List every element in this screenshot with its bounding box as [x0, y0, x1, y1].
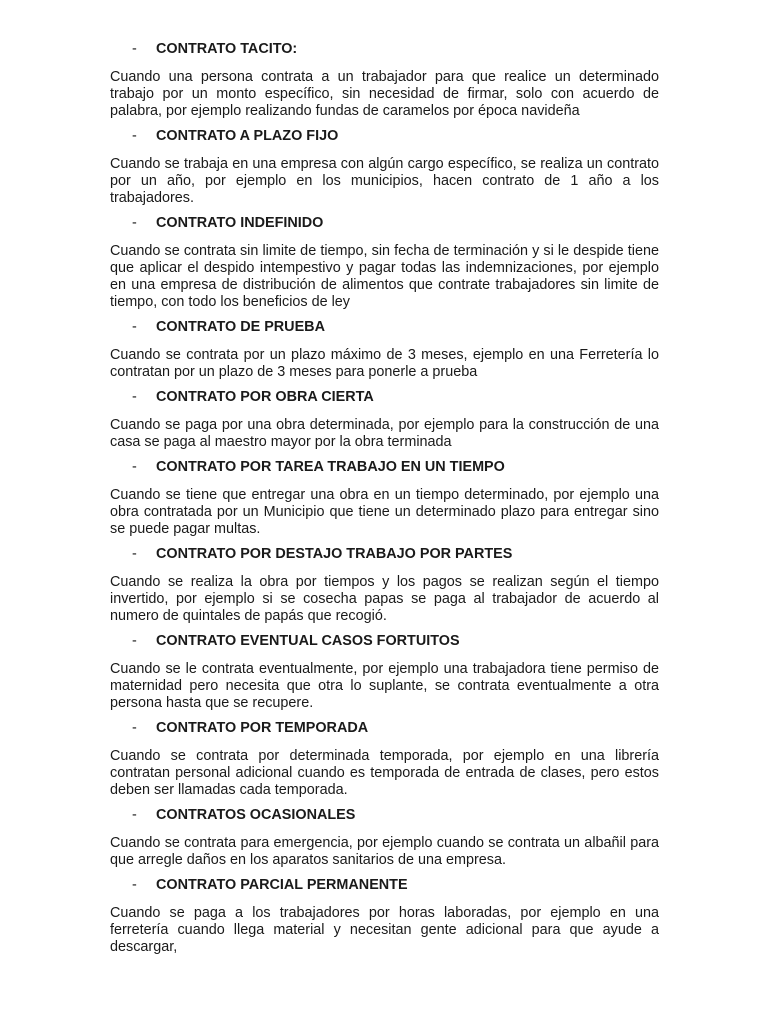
section-contrato-prueba — [110, 318, 659, 381]
bullet-dash: - — [132, 319, 137, 335]
section-body: Cuando se le contrata eventualmente, por ejemplo una trabajadora tiene permiso de maternidad pero necesita que otra lo suplante, se contrata eventualmente a otra persona hasta que se recupere. — [110, 661, 659, 711]
section-heading — [132, 458, 659, 477]
section-contrato-destajo — [110, 545, 659, 625]
heading-text: CONTRATO POR DESTAJO TRABAJO POR PARTES — [156, 546, 513, 562]
section-heading — [132, 545, 659, 564]
bullet-dash: - — [132, 546, 137, 562]
document-page — [110, 40, 659, 963]
section-contrato-obra-cierta — [110, 388, 659, 451]
heading-text: CONTRATO INDEFINIDO — [156, 215, 324, 231]
heading-text: CONTRATO TACITO: — [156, 41, 298, 57]
section-contrato-indefinido — [110, 214, 659, 311]
section-heading — [132, 214, 659, 233]
section-contrato-tarea — [110, 458, 659, 538]
section-heading — [132, 127, 659, 146]
bullet-dash: - — [132, 720, 137, 736]
section-body: Cuando se contrata por un plazo máximo de 3 meses, ejemplo en una Ferretería lo contratan por un plazo de 3 meses para ponerle a prueba — [110, 347, 659, 380]
section-heading — [132, 318, 659, 337]
bullet-dash: - — [132, 633, 137, 649]
bullet-dash: - — [132, 41, 137, 57]
heading-text: CONTRATO A PLAZO FIJO — [156, 128, 339, 144]
heading-text: CONTRATO PARCIAL PERMANENTE — [156, 877, 408, 893]
section-heading — [132, 632, 659, 651]
bullet-dash: - — [132, 807, 137, 823]
heading-text: CONTRATOS OCASIONALES — [156, 807, 356, 823]
section-body: Cuando se contrata por determinada temporada, por ejemplo en una librería contratan personal adicional cuando es temporada de entrada de clases, pero estos deben ser llamadas cada temporada. — [110, 748, 659, 798]
bullet-dash: - — [132, 877, 137, 893]
section-body: Cuando se realiza la obra por tiempos y los pagos se realizan según el tiempo invertido, por ejemplo si se cosecha papas se paga al trabajador de acuerdo al numero de quintales de papás que recogió. — [110, 574, 659, 624]
section-heading — [132, 806, 659, 825]
bullet-dash: - — [132, 128, 137, 144]
section-body: Cuando se contrata para emergencia, por ejemplo cuando se contrata un albañil para que arregle daños en los aparatos sanitarios de una empresa. — [110, 835, 659, 868]
section-body: Cuando se paga a los trabajadores por horas laboradas, por ejemplo en una ferretería cuando llega material y necesitan gente adicional para que ayude a descargar, — [110, 905, 659, 955]
heading-text: CONTRATO EVENTUAL CASOS FORTUITOS — [156, 633, 460, 649]
bullet-dash: - — [132, 215, 137, 231]
heading-text: CONTRATO DE PRUEBA — [156, 319, 325, 335]
section-heading — [132, 40, 659, 59]
heading-text: CONTRATO POR OBRA CIERTA — [156, 389, 374, 405]
section-body: Cuando se trabaja en una empresa con algún cargo específico, se realiza un contrato por un año, por ejemplo en los municipios, hacen contrato de 1 año a los trabajadores. — [110, 156, 659, 206]
section-contratos-ocasionales — [110, 806, 659, 869]
section-contrato-plazo-fijo — [110, 127, 659, 207]
section-body: Cuando una persona contrata a un trabajador para que realice un determinado trabajo por un monto específico, sin necesidad de firmar, solo con acuerdo de palabra, por ejemplo realizando fundas de caramelos por época navideña — [110, 69, 659, 119]
heading-text: CONTRATO POR TAREA TRABAJO EN UN TIEMPO — [156, 459, 505, 475]
section-heading — [132, 388, 659, 407]
section-body: Cuando se paga por una obra determinada, por ejemplo para la construcción de una casa se paga al maestro mayor por la obra terminada — [110, 417, 659, 450]
section-body: Cuando se contrata sin limite de tiempo, sin fecha de terminación y si le despide tiene que aplicar el despido intempestivo y pagar todas las indemnizaciones, por ejemplo en una empresa de distribución de alimentos que contrate trabajadores sin limite de tiempo, con todo los beneficios de ley — [110, 243, 659, 310]
section-contrato-eventual — [110, 632, 659, 712]
bullet-dash: - — [132, 459, 137, 475]
section-contrato-parcial-permanente — [110, 876, 659, 956]
section-contrato-tacito — [110, 40, 659, 120]
section-body: Cuando se tiene que entregar una obra en un tiempo determinado, por ejemplo una obra contratada por un Municipio que tiene un determinado plazo para entregar sino se puede pagar multas. — [110, 487, 659, 537]
bullet-dash: - — [132, 389, 137, 405]
section-heading — [132, 876, 659, 895]
section-contrato-temporada — [110, 719, 659, 799]
section-heading — [132, 719, 659, 738]
heading-text: CONTRATO POR TEMPORADA — [156, 720, 369, 736]
